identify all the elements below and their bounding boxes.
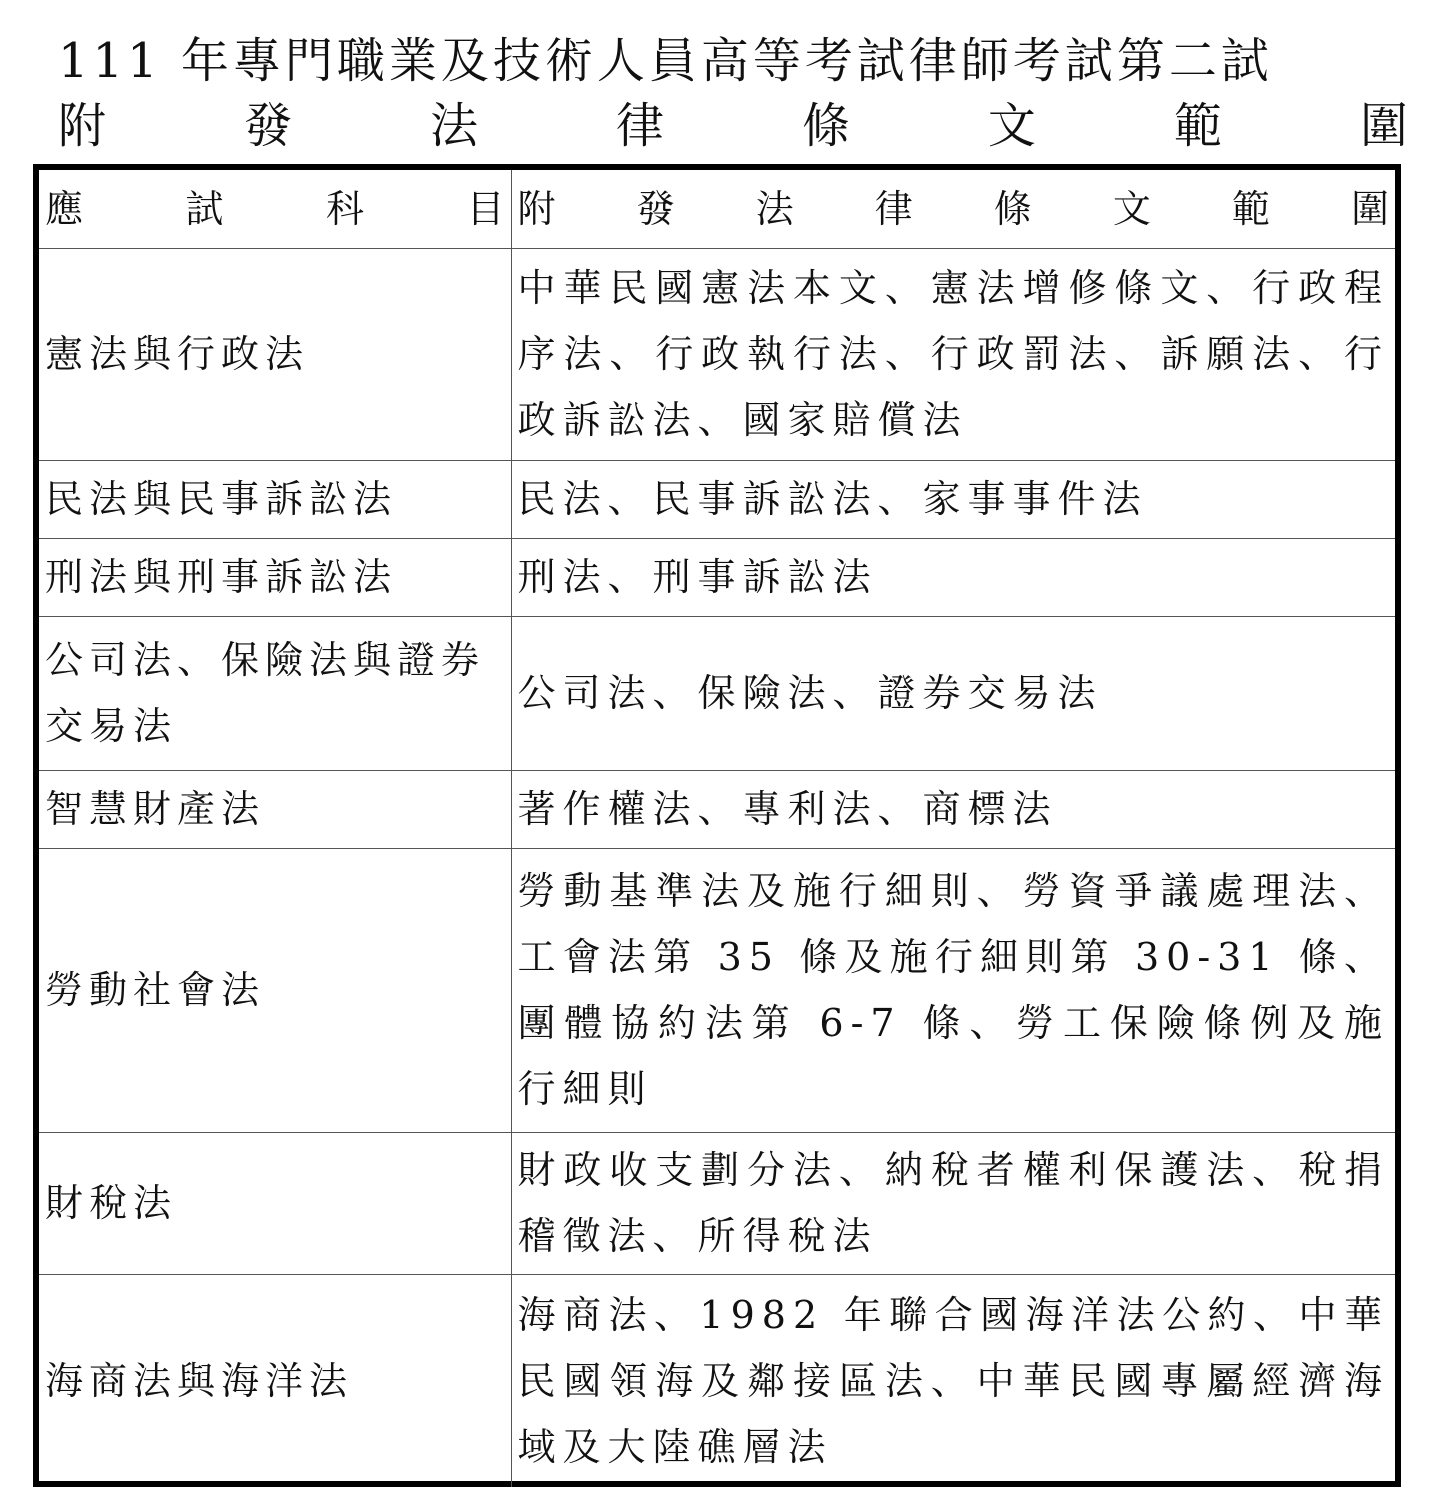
header-subject-cell <box>39 170 511 248</box>
header-scope-char: 發 <box>636 186 675 231</box>
header-subject-label <box>45 173 505 245</box>
table-row <box>39 460 1395 538</box>
scope-cell: 財政收支劃分法、納稅者權利保護法、稅捐稽徵法、所得稅法 <box>511 1132 1395 1274</box>
subject-cell: 海商法與海洋法 <box>39 1274 511 1487</box>
header-subject-char: 目 <box>466 186 505 231</box>
document-title: 111 年專門職業及技術人員高等考試律師考試第二試 <box>58 33 1273 89</box>
header-scope-char: 條 <box>993 186 1032 231</box>
subject-cell: 智慧財產法 <box>39 770 511 848</box>
document-subtitle <box>58 96 1408 156</box>
exam-scope-table <box>39 170 1395 1487</box>
header-scope-label <box>518 173 1390 245</box>
table-row <box>39 248 1395 460</box>
subject-cell: 財稅法 <box>39 1132 511 1274</box>
subtitle-char: 範 <box>1173 98 1222 154</box>
header-subject-char: 科 <box>325 186 364 231</box>
subtitle-char: 文 <box>987 98 1036 154</box>
scope-cell: 中華民國憲法本文、憲法增修條文、行政程序法、行政執行法、行政罰法、訴願法、行政訴訟法、國家賠償法 <box>511 248 1395 460</box>
exam-scope-table-frame <box>33 164 1401 1487</box>
subtitle-char: 條 <box>801 98 850 154</box>
scope-cell: 勞動基準法及施行細則、勞資爭議處理法、工會法第 35 條及施行細則第 30-31 條、團體協約法第 6-7 條、勞工保險條例及施行細則 <box>511 848 1395 1132</box>
scope-cell: 民法、民事訴訟法、家事事件法 <box>511 460 1395 538</box>
subject-cell: 民法與民事訴訟法 <box>39 460 511 538</box>
header-scope-char: 法 <box>755 186 794 231</box>
header-subject-char: 試 <box>185 186 224 231</box>
header-scope-char: 圍 <box>1350 186 1389 231</box>
header-scope-cell <box>511 170 1395 248</box>
scope-cell: 刑法、刑事訴訟法 <box>511 538 1395 616</box>
header-scope-char: 範 <box>1231 186 1270 231</box>
subject-cell: 勞動社會法 <box>39 848 511 1132</box>
subtitle-char: 發 <box>243 98 292 154</box>
table-header-row <box>39 170 1395 248</box>
header-scope-char: 律 <box>874 186 913 231</box>
subtitle-char: 圍 <box>1359 98 1408 154</box>
header-scope-char: 文 <box>1112 186 1151 231</box>
subtitle-char: 律 <box>615 98 664 154</box>
subtitle-char: 法 <box>429 98 478 154</box>
table-row <box>39 848 1395 1132</box>
scope-cell: 公司法、保險法、證券交易法 <box>511 616 1395 770</box>
table-row <box>39 616 1395 770</box>
subject-cell: 刑法與刑事訴訟法 <box>39 538 511 616</box>
table-row <box>39 538 1395 616</box>
header-subject-char: 應 <box>45 186 84 231</box>
scope-cell: 海商法、1982 年聯合國海洋法公約、中華民國領海及鄰接區法、中華民國專屬經濟海域及大陸礁層法 <box>511 1274 1395 1487</box>
subtitle-char: 附 <box>58 98 107 154</box>
table-row <box>39 1274 1395 1487</box>
header-scope-char: 附 <box>517 186 556 231</box>
scope-cell: 著作權法、專利法、商標法 <box>511 770 1395 848</box>
subject-cell: 憲法與行政法 <box>39 248 511 460</box>
table-row <box>39 1132 1395 1274</box>
table-row <box>39 770 1395 848</box>
subject-cell: 公司法、保險法與證券交易法 <box>39 616 511 770</box>
